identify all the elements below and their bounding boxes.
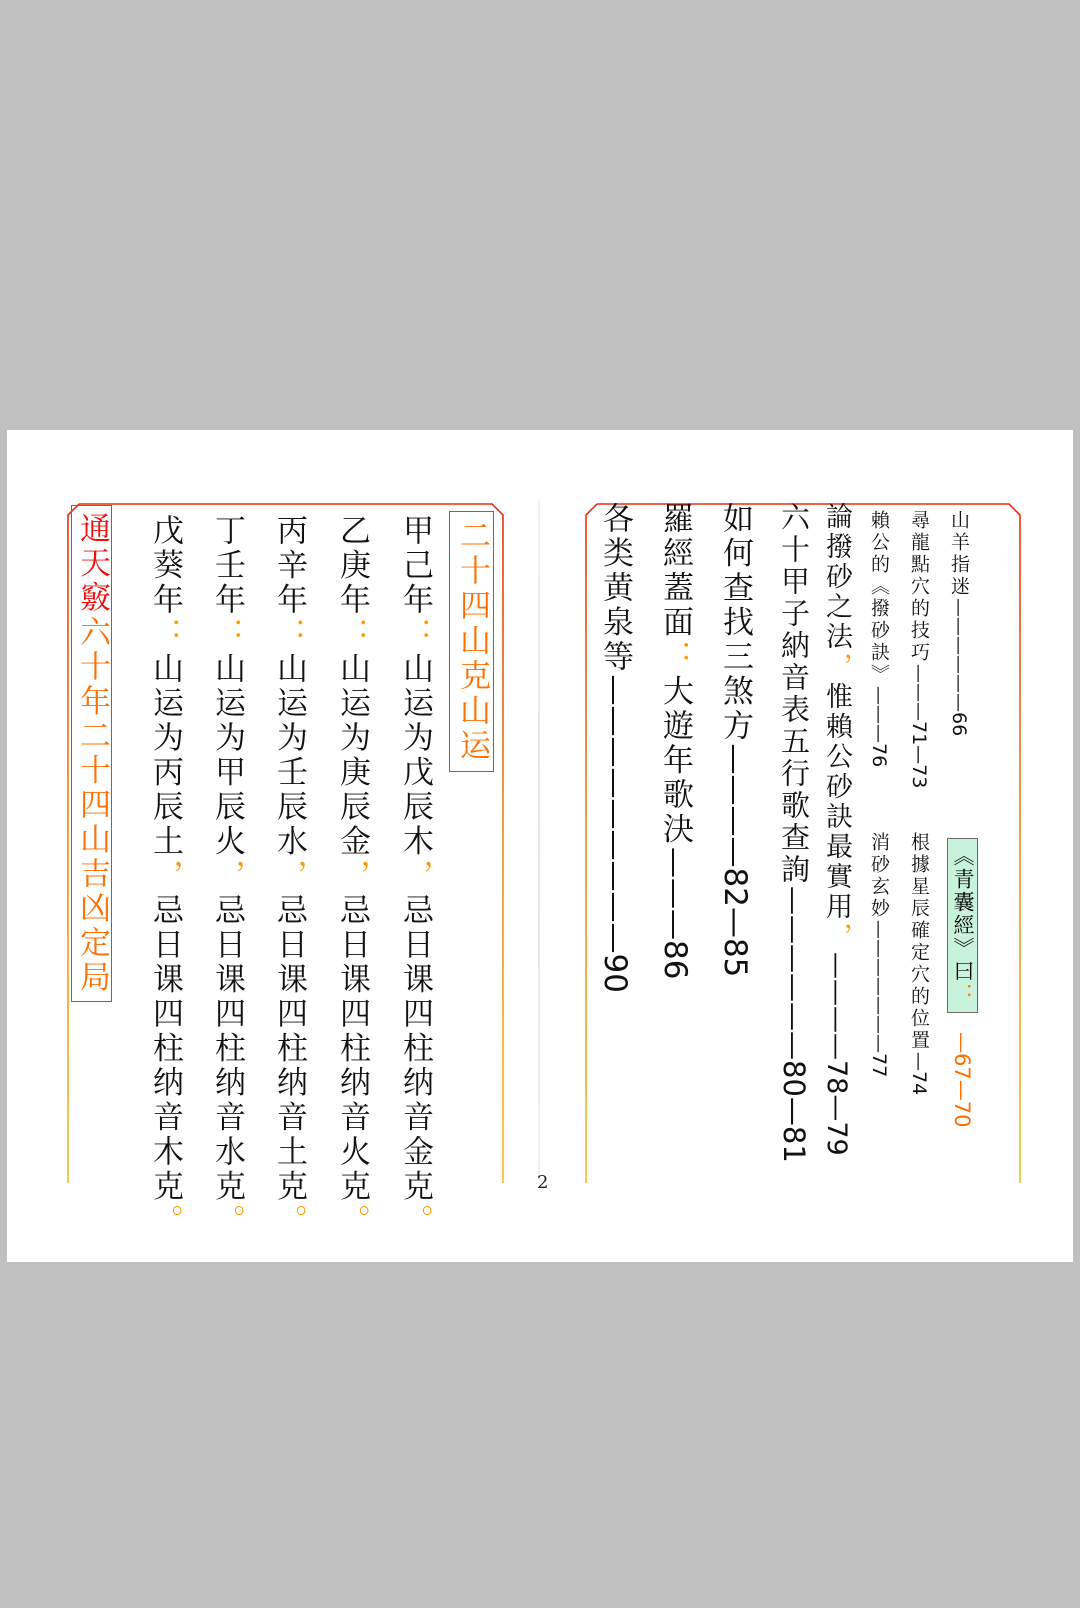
row-mid: 山运为壬辰水 — [271, 652, 307, 859]
row-mid: 山运为戊辰木 — [397, 652, 433, 859]
row-mid: 山运为丙辰土 — [147, 652, 183, 859]
left-heading: 二十四山克山运 — [449, 511, 494, 772]
row-mid: 山运为庚辰金 — [334, 652, 370, 859]
row-stop: 。 — [147, 1204, 183, 1239]
row-sep: ： — [271, 617, 307, 652]
row-stem: 戊葵年 — [147, 514, 183, 618]
row-3 — [271, 514, 307, 1239]
toc-dashes: ————————— — [597, 674, 633, 954]
toc-item-6 — [823, 502, 850, 1156]
row-stem: 乙庚年 — [334, 514, 370, 618]
toc-text: 賴公的《撥砂訣》 — [868, 510, 890, 686]
toc-text: 六十甲子納音表五行歌查詢 — [777, 502, 811, 886]
toc-dashes: — — [908, 1052, 930, 1071]
qingnang-text: 《青囊經》曰 — [951, 845, 975, 983]
toc-text: 如何查找三煞方 — [717, 502, 753, 744]
toc-item-8 — [717, 502, 753, 978]
row-sep: ： — [209, 617, 245, 652]
toc-colon: ： — [657, 640, 693, 675]
row-stop: 。 — [271, 1204, 307, 1239]
row-mid: 山运为甲辰火 — [209, 652, 245, 859]
toc-page: 74 — [908, 1071, 930, 1096]
toc-text: 消砂玄妙 — [868, 832, 890, 920]
row-tail: 忌日课四柱纳音土克 — [271, 893, 307, 1204]
toc-text: 羅經蓋面 — [657, 502, 693, 640]
toc-page: 90 — [597, 953, 633, 993]
toc-page: 71—73 — [908, 721, 930, 789]
section-title-orange: 六十年二十四山吉凶定局 — [74, 615, 110, 995]
toc-dashes: ——— — [657, 847, 693, 940]
section-title-red: 通天竅 — [74, 512, 110, 616]
toc-text: 山羊指迷 — [948, 510, 970, 598]
toc-text: 尋龍點穴的技巧 — [908, 510, 930, 664]
toc-text-b: 大遊年歌決 — [657, 674, 693, 847]
row-stop: 。 — [209, 1204, 245, 1239]
toc-comma-2: ， — [821, 922, 852, 952]
toc-item-7 — [777, 502, 811, 1163]
row-tail: 忌日课四柱纳音火克 — [334, 893, 370, 1204]
row-comma: ， — [397, 859, 433, 894]
toc-dashes: ———— — [717, 743, 753, 868]
row-sep: ： — [147, 617, 183, 652]
qingnang-dashes: — — [950, 1032, 974, 1053]
qingnang-pages — [951, 1032, 972, 1127]
page-number: 2 — [537, 1172, 549, 1193]
row-comma: ， — [334, 859, 370, 894]
row-tail: 忌日课四柱纳音木克 — [147, 893, 183, 1204]
row-tail: 忌日课四柱纳音金克 — [397, 893, 433, 1204]
toc-text-a: 論撥砂之法 — [821, 502, 852, 652]
toc-comma: ， — [821, 652, 852, 682]
row-stem: 丁壬年 — [209, 514, 245, 618]
row-sep: ： — [397, 617, 433, 652]
row-stem: 丙辛年 — [271, 514, 307, 618]
row-stem: 甲己年 — [397, 514, 433, 618]
toc-item-2 — [909, 510, 928, 788]
toc-page: 66 — [948, 712, 970, 737]
row-comma: ， — [147, 859, 183, 894]
toc-item-4 — [869, 510, 888, 767]
page-fold — [538, 500, 540, 1180]
row-5 — [147, 514, 183, 1239]
section-title — [71, 505, 112, 1002]
toc-item-10 — [597, 502, 633, 993]
toc-page: 86 — [657, 940, 693, 980]
toc-page: 76 — [868, 743, 890, 768]
toc-item-9 — [657, 502, 693, 980]
toc-page: 82—85 — [717, 867, 753, 978]
toc-text: 根據星辰確定穴的位置 — [908, 832, 930, 1052]
toc-dashes: ——— — [908, 664, 930, 721]
qingnang-page: 67—70 — [950, 1053, 974, 1128]
row-stop: 。 — [334, 1204, 370, 1239]
toc-dashes: ——— — [868, 686, 890, 743]
toc-dashes: —————— — [777, 886, 811, 1060]
row-tail: 忌日课四柱纳音水克 — [209, 893, 245, 1204]
toc-item-5 — [869, 832, 888, 1077]
row-4 — [209, 514, 245, 1239]
toc-item-1 — [949, 510, 968, 736]
toc-text: 各类黄泉等 — [597, 502, 633, 675]
toc-text-b: 惟賴公砂訣最實用 — [821, 682, 852, 922]
row-2 — [334, 514, 370, 1239]
row-stop: 。 — [397, 1204, 433, 1239]
book-spread — [7, 430, 1073, 1262]
row-1 — [397, 514, 433, 1239]
qingnang-label — [947, 838, 978, 1013]
toc-page: 80—81 — [777, 1060, 811, 1163]
toc-dashes: ———— — [821, 952, 852, 1060]
toc-dashes: —————— — [948, 598, 970, 712]
toc-dashes: ——————— — [868, 920, 890, 1053]
toc-item-3 — [909, 832, 928, 1095]
row-comma: ， — [271, 859, 307, 894]
toc-page: 78—79 — [821, 1060, 852, 1156]
toc-page: 77 — [868, 1053, 890, 1078]
qingnang-colon: ： — [951, 983, 975, 1006]
row-comma: ， — [209, 859, 245, 894]
row-sep: ： — [334, 617, 370, 652]
